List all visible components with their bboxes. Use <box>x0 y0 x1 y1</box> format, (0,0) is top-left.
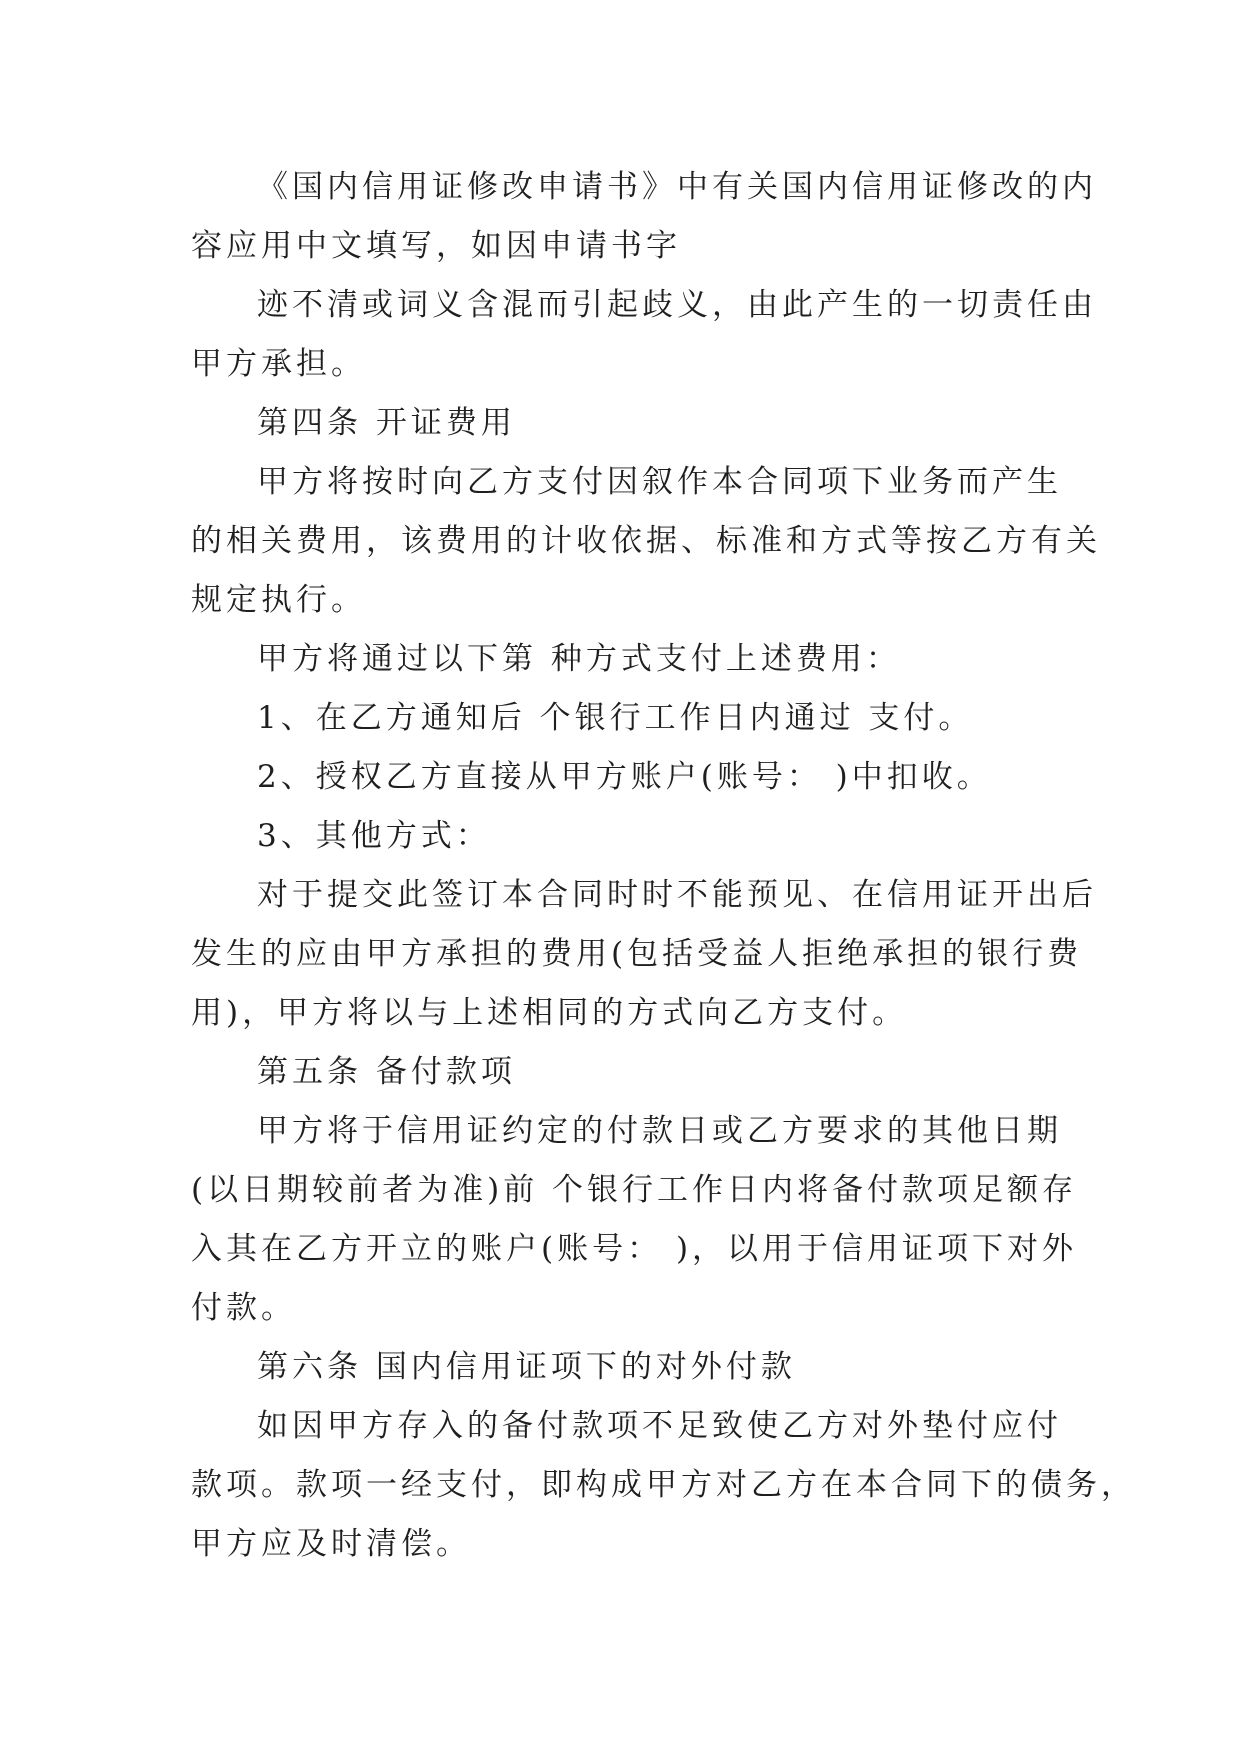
section-heading-article-4: 第四条 开证费用 <box>257 405 516 441</box>
text-line: 的相关费用，该费用的计收依据、标准和方式等按乙方有关 <box>191 523 1101 559</box>
section-heading-article-5: 第五条 备付款项 <box>257 1054 516 1090</box>
text-line: 入其在乙方开立的账户(账号： )，以用于信用证项下对外 <box>191 1231 1078 1267</box>
text-line: 规定执行。 <box>191 582 366 618</box>
list-item: 1、在乙方通知后 个银行工作日内通过 支付。 <box>257 700 974 736</box>
text-line: 对于提交此签订本合同时时不能预见、在信用证开出后 <box>257 877 1097 913</box>
document-body <box>191 158 1136 1574</box>
text-line: 《国内信用证修改申请书》中有关国内信用证修改的内 <box>257 169 1097 205</box>
text-line: 款项。款项一经支付，即构成甲方对乙方在本合同下的债务， <box>191 1467 1136 1503</box>
text-line: (以日期较前者为准)前 个银行工作日内将备付款项足额存 <box>191 1172 1078 1208</box>
text-line: 如因甲方存入的备付款项不足致使乙方对外垫付应付 <box>257 1408 1062 1444</box>
text-line: 用)，甲方将以与上述相同的方式向乙方支付。 <box>191 995 908 1031</box>
text-line: 甲方将通过以下第 种方式支付上述费用： <box>257 641 901 677</box>
list-item: 2、授权乙方直接从甲方账户(账号： )中扣收。 <box>257 759 992 795</box>
text-line: 甲方应及时清偿。 <box>191 1526 471 1562</box>
text-line: 容应用中文填写，如因申请书字 <box>191 228 681 264</box>
text-line: 甲方承担。 <box>191 346 366 382</box>
text-line: 付款。 <box>191 1290 296 1326</box>
text-line: 甲方将按时向乙方支付因叙作本合同项下业务而产生 <box>257 464 1062 500</box>
text-line: 甲方将于信用证约定的付款日或乙方要求的其他日期 <box>257 1113 1062 1149</box>
text-line: 迹不清或词义含混而引起歧义，由此产生的一切责任由 <box>257 287 1097 323</box>
text-line: 发生的应由甲方承担的费用(包括受益人拒绝承担的银行费 <box>191 936 1083 972</box>
section-heading-article-6: 第六条 国内信用证项下的对外付款 <box>257 1349 796 1385</box>
list-item: 3、其他方式： <box>257 818 491 854</box>
